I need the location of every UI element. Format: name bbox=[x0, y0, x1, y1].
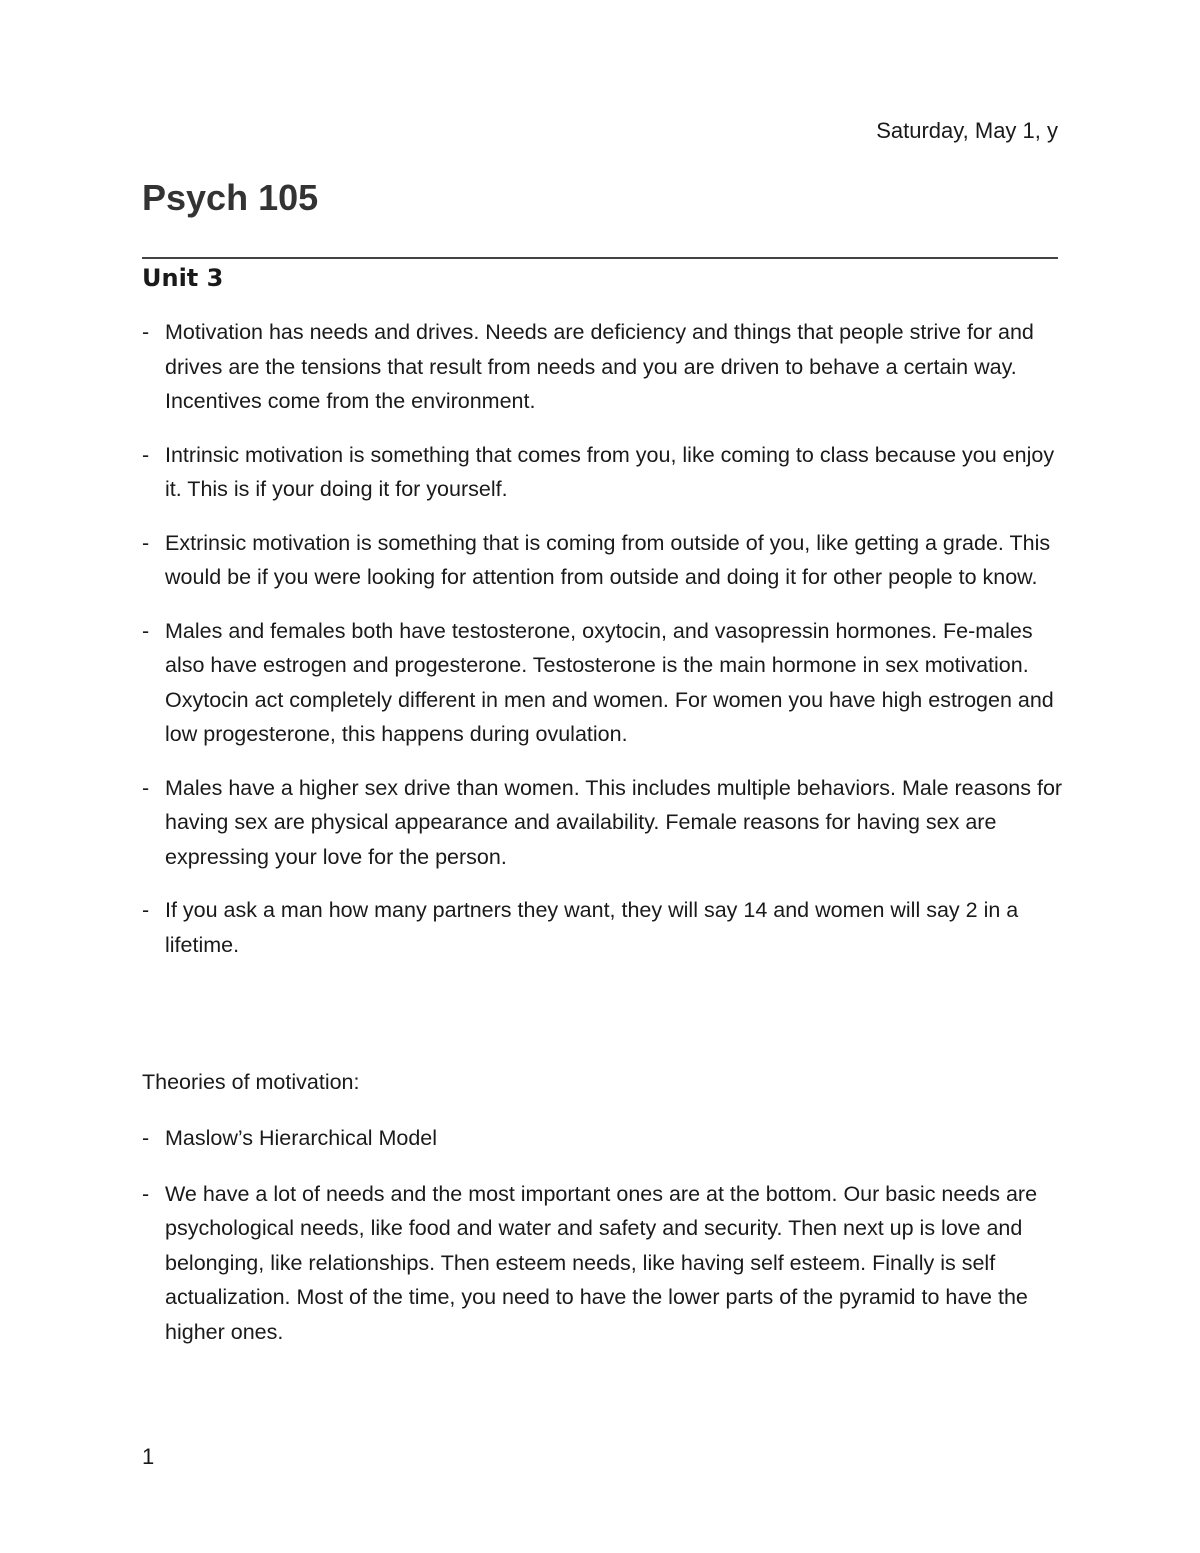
list-item bbox=[142, 1177, 1072, 1350]
theories-list bbox=[142, 1121, 1072, 1370]
title-divider bbox=[142, 257, 1058, 259]
bullet-dash: - bbox=[142, 1126, 150, 1150]
bullet-dash: - bbox=[142, 442, 150, 467]
bullet-dash: - bbox=[142, 898, 150, 922]
list-item-text: Extrinsic motivation is something that is coming from outside of you, like getting a grade. This would be if you were looking for attention from outside and doing it for other people to know. bbox=[165, 530, 1051, 589]
list-item bbox=[142, 614, 1072, 752]
list-item bbox=[142, 438, 1072, 507]
unit-heading: Unit 3 bbox=[142, 264, 224, 292]
list-item-text: Males have a higher sex drive than women. This includes multiple behaviors. Male reasons for having sex are physical appearance and availability. Female reasons for having sex are expressing your love for the person. bbox=[165, 775, 1063, 869]
list-item-text: Motivation has needs and drives. Needs are deficiency and things that people strive for and drives are the tensions that result from needs and you are driven to behave a certain way. Incentives come from the environment. bbox=[165, 320, 1034, 413]
bullet-dash: - bbox=[142, 320, 150, 344]
page-number: 1 bbox=[142, 1444, 155, 1469]
theories-label: Theories of motivation: bbox=[142, 1070, 360, 1094]
list-item-text: Males and females both have testosterone, oxytocin, and vasopressin hormones. Fe-males also have estrogen and progesterone. Testosterone is the main hormone in sex motivation. Oxytocin act completely different in men and women. For women you have high estrogen and low progesterone, this happens during ovulation. bbox=[165, 618, 1054, 746]
bullet-dash: - bbox=[142, 618, 150, 643]
list-item bbox=[142, 771, 1072, 875]
page-title: Psych 105 bbox=[142, 177, 319, 218]
document-date: Saturday, May 1, y bbox=[876, 118, 1058, 143]
list-item bbox=[142, 315, 1072, 419]
list-item bbox=[142, 526, 1072, 595]
list-item-text: Maslow’s Hierarchical Model bbox=[165, 1126, 438, 1150]
bullet-dash: - bbox=[142, 775, 150, 800]
list-item-text: If you ask a man how many partners they want, they will say 14 and women will say 2 in a lifetime. bbox=[165, 898, 1019, 957]
bullet-dash: - bbox=[142, 530, 150, 555]
list-item bbox=[142, 893, 1072, 962]
list-item-text: We have a lot of needs and the most important ones are at the bottom. Our basic needs are psychological needs, like food and water and safety and security. Then next up is love and belonging, like relationships. Then esteem needs, like having self esteem. Finally is self actualization. Most of the time, you need to have the lower parts of the pyramid to have the higher ones. bbox=[165, 1181, 1038, 1344]
unit-notes-list bbox=[142, 315, 1072, 981]
list-item-text: Intrinsic motivation is something that comes from you, like coming to class because you enjoy it. This is if your doing it for yourself. bbox=[165, 442, 1055, 501]
list-item bbox=[142, 1121, 1072, 1156]
bullet-dash: - bbox=[142, 1181, 150, 1206]
